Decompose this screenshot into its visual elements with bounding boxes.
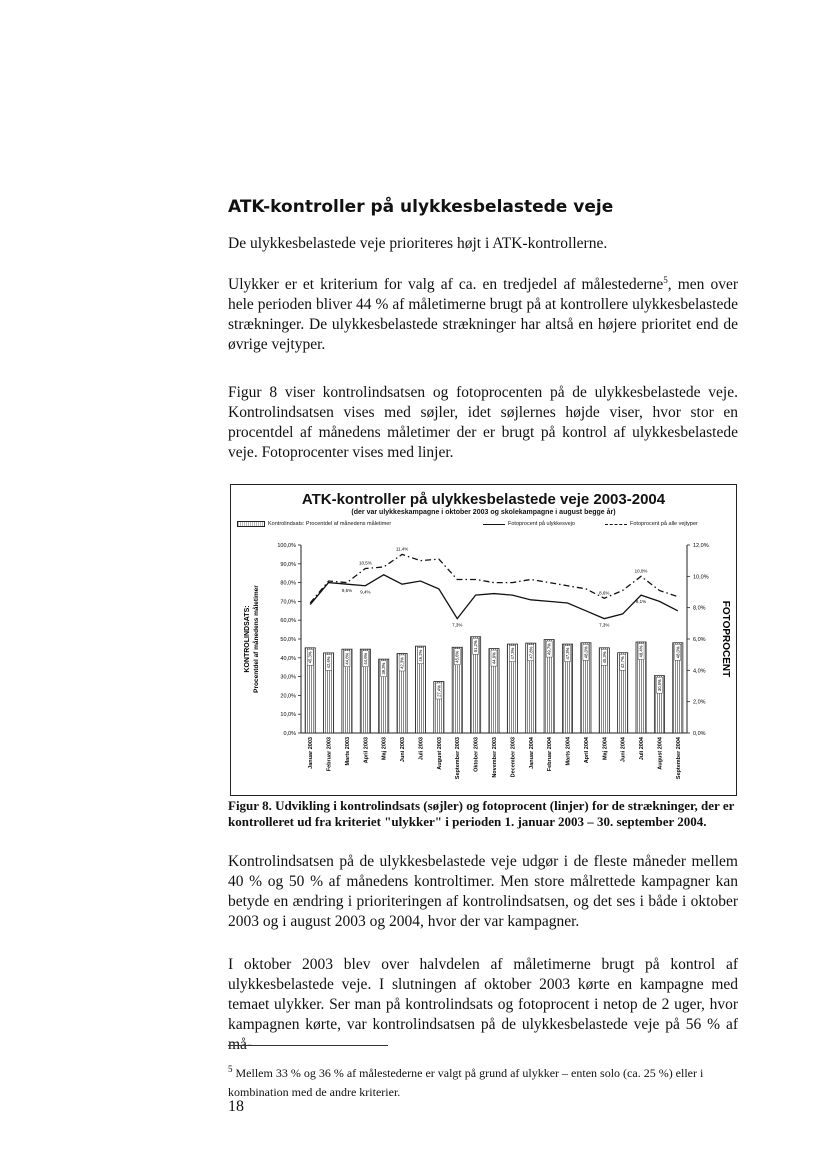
photo-rate-all-roads-line-label: 11,4% [395,546,409,552]
page-number: 18 [228,1098,244,1115]
y2-tick-label: 10,0% [693,574,709,581]
paragraph-5: I oktober 2003 blev over halvdelen af måletimerne brugt på kontrol af ulykkesbelastede veje. I slutningen af oktober 2003 kørte en kampagne med temaet ulykker. Ser man på kontrolindsats og fotoprocent i netop de 2 uger, hvor kampagnen kørte, var kontrolindsatsen på de ulykkesbelastede veje på 56 % af må- [228,956,738,1053]
paragraph-4: Kontrolindsatsen på de ulykkesbelastede veje udgør i de fleste måneder mellem 40 % og 50 % af månedens kontroltimer. Men store målrettede kampagner kan betyde en ændring i prioriteringen af kontrolindsatsen, og det ses i både i oktober 2003 og i august 2003 og 2004, hvor der var kampagner. [228,853,738,930]
bar-value-label: 45,6% [454,650,460,663]
photo-rate-accident-roads-line-label: 7,3% [599,622,610,628]
category-label: Juni 2004 [620,737,627,763]
category-label: Januar 2003 [308,737,315,769]
photo-rate-accident-roads-line-label: 7,3% [452,622,463,628]
figure-caption: Figur 8. Udvikling i kontrolindsats (søjler) og fotoprocent (linjer) for de strækninger, der er kontrolleret ud fra kriteriet "ulykker" i perioden 1. januar 2003 – 30. september 2004. [228,798,735,829]
footnote-text: Mellem 33 % og 36 % af målestederne er valgt på grund af ulykker – enten solo (ca. 25 %) eller i kombination med de andre kriterier. [228,1066,704,1099]
category-label: Marts 2004 [565,737,572,766]
chart-title: ATK-kontroller på ulykkesbelastede veje 2003-2004 [301,491,666,508]
bar-value-label: 48,0% [675,646,681,659]
y-tick-label: 50,0% [280,637,296,643]
y2-axis-title: FOTOPROCENT [720,600,731,678]
category-label: Oktober 2003 [473,737,480,772]
footnote-ref[interactable]: 5 [663,275,668,285]
y-axis-title: KONTROLINDSATS: [244,605,251,673]
y-tick-label: 70,0% [280,599,296,606]
bar-value-label: 44,9% [491,652,497,665]
category-label: Februar 2003 [326,737,333,772]
paragraph-1: De ulykkesbelastede veje prioriteres højt i ATK-kontrollerne. [228,235,608,252]
y2-tick-label: 8,0% [693,605,706,612]
bar-value-label: 42,7% [620,656,626,669]
chart-plot [231,485,736,795]
y2-tick-label: 6,0% [693,637,706,643]
category-label: Maj 2003 [381,737,388,760]
category-label: April 2003 [363,737,370,764]
bar-value-label: 47,3% [565,647,571,660]
figure-8 [230,484,737,796]
y-tick-label: 90,0% [280,561,296,568]
legend-bars-label: Kontrolindsats: Procentdel af månedens måletimer [268,521,392,527]
paragraph-2-end: , men over hele perioden bliver 44 % af måletimerne brugt på at kontrollere ulykkesbelastede strækninger. De ulykkesbelastede strækninger har altså en højere prioritet end de øvrige vejtyper. [228,276,738,354]
category-label: September 2003 [455,737,462,780]
footnote-number: 5 [228,1064,233,1074]
y-tick-label: 20,0% [280,693,296,700]
bar-value-label: 42,3% [399,657,405,669]
bar-value-label: 46,2% [417,649,423,662]
bar-value-label: 30,5% [656,679,662,692]
footnote-divider [228,1045,388,1046]
y2-tick-label: 12,0% [693,543,709,549]
photo-rate-accident-roads-line [310,575,678,619]
photo-rate-all-roads-line-label: 8,6% [599,590,610,596]
y-tick-label: 0,0% [283,731,296,737]
bar-value-label: 42,6% [326,656,332,669]
photo-rate-accident-roads-line-label: 9,4% [360,589,371,595]
category-label: Juli 2004 [639,737,646,761]
legend-dashed-label: Fotoprocent på alle vejtyper [630,521,698,527]
category-label: December 2003 [510,737,517,778]
photo-rate-all-roads-line-label: 10,5% [358,560,372,566]
category-label: Marts 2003 [344,737,351,766]
paragraph-3: Figur 8 viser kontrolindsatsen og fotoprocenten på de ulykkesbelastede veje. Kontrolindsatsen vises med søjler, idet søjlernes højde viser, hvor stor en procentdel af månedens måletimer der er brugt på kontrol af ulykkesbelastede veje. Fotoprocenter vises med linjer. [228,384,738,461]
y-axis-subtitle: Procentdel af månedens måletimer [253,585,260,693]
category-label: Januar 2004 [528,737,535,769]
category-label: Maj 2004 [602,737,609,760]
bar-value-label: 47,8% [528,646,534,659]
bar-value-label: 39,3% [381,662,387,675]
legend-solid-label: Fotoprocent på ulykkesvejo [508,521,575,527]
y-tick-label: 40,0% [280,655,296,662]
paragraph-2-start: Ulykker er et kriterium for valg af ca. en tredjedel af målestederne [228,276,664,294]
chart-subtitle: (der var ulykkeskampagne i oktober 2003 og skolekampagne i august begge år) [351,509,616,516]
category-label: April 2004 [583,737,590,764]
y-tick-label: 60,0% [280,618,296,625]
y-tick-label: 100,0% [277,543,296,549]
y2-tick-label: 2,0% [693,699,706,706]
y-tick-label: 10,0% [280,712,296,719]
bar-value-label: 45,3% [601,651,607,664]
category-label: August 2003 [436,737,443,770]
y-tick-label: 80,0% [280,580,296,587]
category-label: Juni 2003 [400,737,407,763]
bar-value-label: 27,4% [436,685,442,697]
category-label: August 2004 [657,737,664,770]
paragraph-2 [228,270,738,355]
category-label: September 2004 [675,737,682,780]
bar-value-label: 48,0% [583,646,589,659]
bar-value-label: 49,7% [546,643,552,656]
bar-value-label: 48,4% [638,645,644,658]
photo-rate-accident-roads-line-label: 9,5% [341,588,353,594]
y2-tick-label: 0,0% [693,731,706,737]
photo-rate-all-roads-line-label: 10,0% [634,568,648,574]
y2-tick-label: 4,0% [693,668,706,675]
bar-value-label: 44,6% [362,652,368,665]
bar-value-label: 51,2% [473,640,479,653]
section-heading: ATK-kontroller på ulykkesbelastede veje [228,197,614,217]
bar-value-label: 47,3% [509,647,515,660]
category-label: Februar 2004 [547,737,554,772]
bar-value-label: 44,6% [344,652,350,665]
footnote [228,1060,738,1102]
photo-rate-accident-roads-line-label: 8,1% [635,599,647,605]
bar-value-label: 45,3% [307,651,313,664]
y-tick-label: 30,0% [280,674,296,681]
category-label: Juli 2003 [418,737,425,761]
category-label: November 2003 [492,737,498,778]
